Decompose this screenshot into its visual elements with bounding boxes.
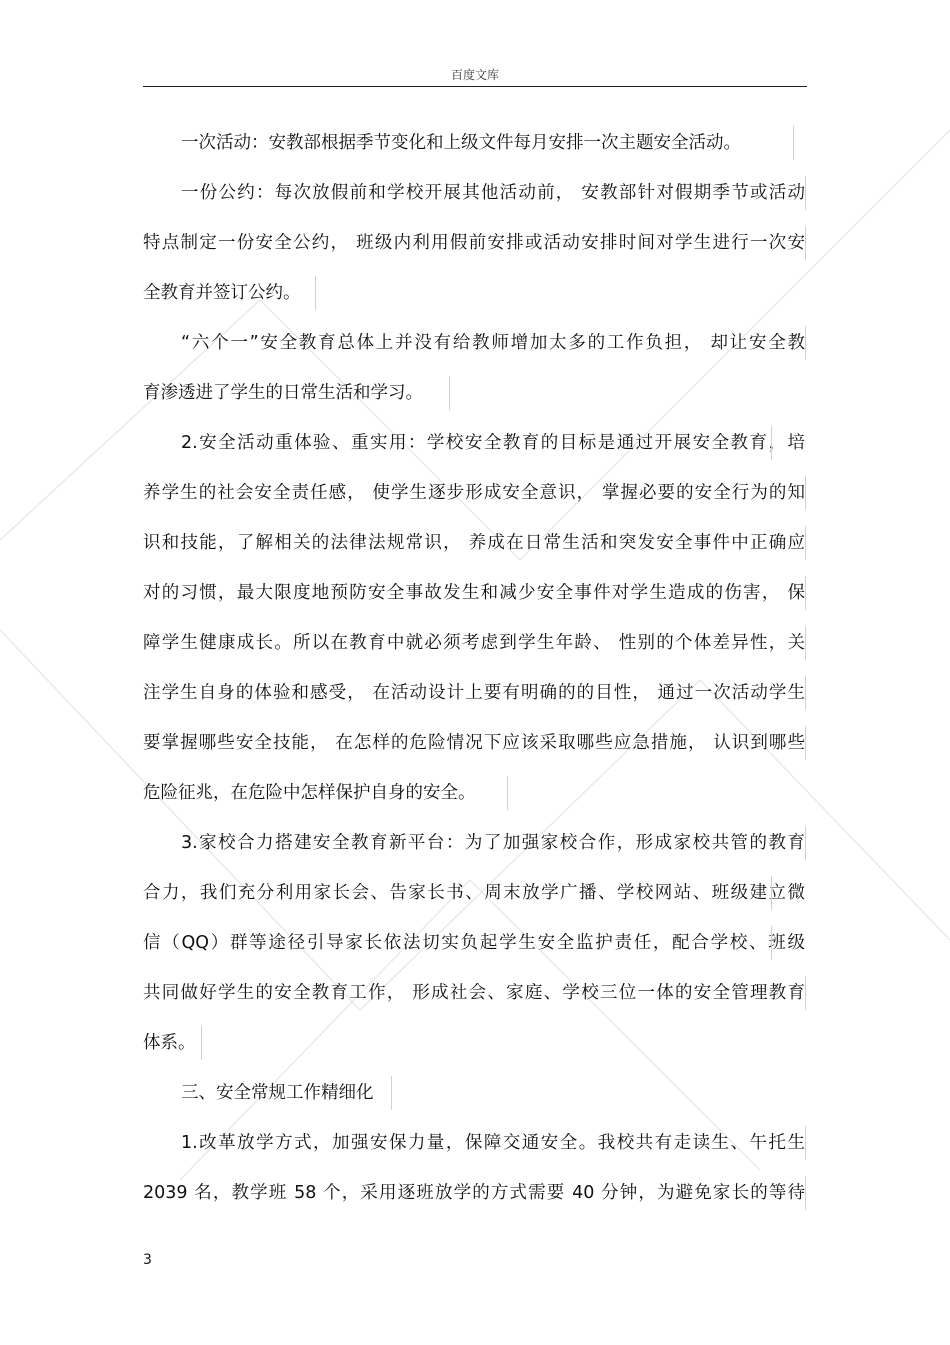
line-end-marker: [771, 926, 772, 960]
text-line: [143, 318, 805, 368]
line-end-marker: [805, 626, 806, 660]
text-line-content: 2.安全活动重体验、重实用：学校安全教育的目标是通过开展安全教育，培: [181, 433, 805, 453]
text-line-content: 三、安全常规工作精细化: [181, 1083, 374, 1103]
text-line-content: 注学生自身的体验和感受， 在活动设计上要有明确的的目性， 通过一次活动学生: [143, 683, 805, 703]
text-line-content: “六个一”安全教育总体上并没有给教师增加太多的工作负担， 却让安全教: [181, 333, 805, 353]
text-line: [143, 1068, 805, 1118]
text-line-content: 体系。: [143, 1033, 196, 1053]
text-line-content: 一份公约：每次放假前和学校开展其他活动前， 安教部针对假期季节或活动: [181, 183, 805, 203]
text-line: [143, 418, 805, 468]
text-line-content: 识和技能，了解相关的法律法规常识， 养成在日常生活和突发安全事件中正确应: [143, 533, 805, 553]
line-end-marker: [805, 526, 806, 560]
text-line-content: 对的习惯，最大限度地预防安全事故发生和减少安全事件对学生造成的伤害， 保: [143, 583, 805, 603]
text-line: [143, 818, 805, 868]
line-end-marker: [507, 776, 508, 810]
text-line: [143, 468, 805, 518]
line-end-marker: [805, 476, 806, 510]
text-line-content: 合力，我们充分利用家长会、告家长书、周末放学广播、学校网站、班级建立微: [143, 883, 805, 903]
text-line: [143, 118, 805, 168]
line-end-marker: [793, 126, 794, 160]
text-line: [143, 918, 805, 968]
text-line: [143, 668, 805, 718]
text-line-content: 养学生的社会安全责任感， 使学生逐步形成安全意识， 掌握必要的安全行为的知: [143, 483, 805, 503]
text-line: [143, 568, 805, 618]
text-line-content: 危险征兆，在危险中怎样保护自身的安全。: [143, 783, 476, 803]
line-end-marker: [771, 426, 772, 460]
text-line: [143, 218, 805, 268]
line-end-marker: [805, 326, 806, 360]
text-line: [143, 868, 805, 918]
text-line-content: 信（QQ）群等途径引导家长依法切实负起学生安全监护责任，配合学校、班级: [143, 933, 805, 953]
text-line: [143, 768, 805, 818]
line-end-marker: [315, 276, 316, 310]
text-line: [143, 618, 805, 668]
text-line-content: 育渗透进了学生的日常生活和学习。: [143, 383, 423, 403]
line-end-marker: [805, 226, 806, 260]
line-end-marker: [805, 826, 806, 860]
text-line-content: 障学生健康成长。所以在教育中就必须考虑到学生年龄、 性别的个体差异性，关: [143, 633, 805, 653]
line-end-marker: [805, 676, 806, 710]
document-body: [143, 118, 805, 1218]
text-line-content: 全教育并签订公约。: [143, 283, 301, 303]
text-line-content: 共同做好学生的安全教育工作， 形成社会、家庭、学校三位一体的安全管理教育: [143, 983, 805, 1003]
text-line: [143, 518, 805, 568]
text-line-content: 特点制定一份安全公约， 班级内利用假前安排或活动安排时间对学生进行一次安: [143, 233, 805, 253]
text-line: [143, 1018, 805, 1068]
line-end-marker: [805, 726, 806, 760]
line-end-marker: [201, 1026, 202, 1060]
text-line-content: 一次活动：安教部根据季节变化和上级文件每月安排一次主题安全活动。: [181, 133, 741, 153]
line-end-marker: [449, 376, 450, 410]
text-line: [143, 168, 805, 218]
line-end-marker: [805, 1126, 806, 1160]
text-line-content: 2039 名，教学班 58 个，采用逐班放学的方式需要 40 分钟，为避免家长的等待: [143, 1183, 805, 1203]
text-line-content: 3.家校合力搭建安全教育新平台：为了加强家校合作，形成家校共管的教育: [181, 833, 805, 853]
text-line: [143, 1118, 805, 1168]
page-header: 百度文库: [450, 68, 499, 82]
line-end-marker: [391, 1076, 392, 1110]
line-end-marker: [805, 176, 806, 210]
line-end-marker: [805, 576, 806, 610]
text-line: [143, 268, 805, 318]
line-end-marker: [771, 876, 772, 910]
header-rule: [143, 86, 807, 87]
text-line-content: 1.改革放学方式，加强安保力量，保障交通安全。我校共有走读生、午托生: [181, 1133, 805, 1153]
text-line: [143, 1168, 805, 1218]
page-number: 3: [143, 1252, 152, 1268]
text-line: [143, 968, 805, 1018]
line-end-marker: [805, 1176, 806, 1210]
text-line: [143, 718, 805, 768]
text-line: [143, 368, 805, 418]
line-end-marker: [805, 976, 806, 1010]
text-line-content: 要掌握哪些安全技能， 在怎样的危险情况下应该采取哪些应急措施， 认识到哪些: [143, 733, 805, 753]
